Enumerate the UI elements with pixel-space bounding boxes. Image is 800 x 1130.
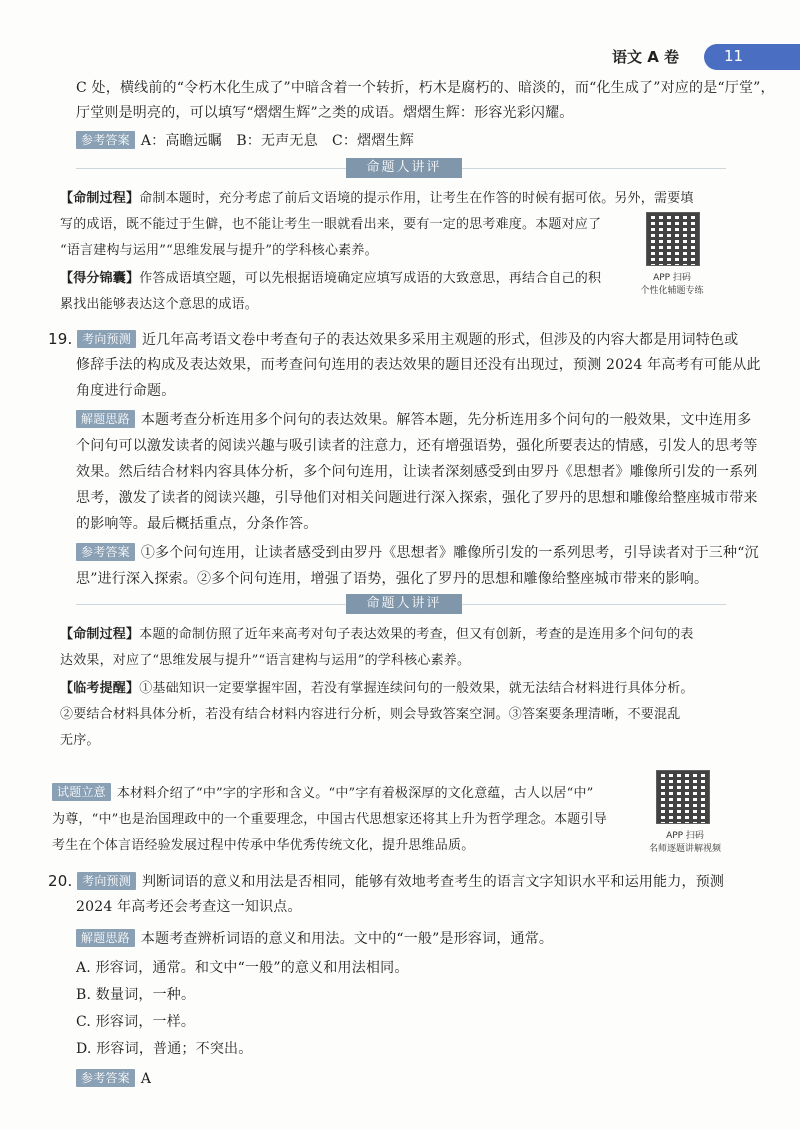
intent-line — [52, 781, 594, 806]
question-number: 19. — [48, 330, 73, 348]
tips-text: 作答成语填空题，可以先根据语境确定应填写成语的大致意思，再结合自己的积 — [139, 271, 602, 286]
answer-text: A：高瞻远瞩 B：无声无息 C：熠熠生辉 — [140, 133, 414, 149]
answer-line — [76, 541, 759, 566]
commentary-banner: 命题人讲评 — [346, 158, 462, 178]
commentary-line — [60, 186, 694, 211]
qr-code[interactable] — [646, 212, 700, 266]
paragraph-line: 厅堂则是明亮的，可以填写“熠熠生辉”之类的成语。熠熠生辉：形容光彩闪耀。 — [76, 105, 574, 121]
question-19-line — [48, 327, 738, 353]
commentary-line: 无序。 — [60, 733, 100, 748]
option-line: C. 形容词，一样。 — [76, 1014, 196, 1030]
answer-line — [76, 129, 414, 154]
predict-tag: 考向预测 — [77, 872, 136, 890]
paragraph-line: 效果。然后结合材料内容具体分析，多个问句连用，让读者深刻感受到由罗丹《思想者》雕像所引发的一系列 — [76, 464, 758, 480]
question-20-line — [48, 869, 724, 895]
answer-text: A — [140, 1071, 152, 1087]
process-text: 本题的命制仿照了近年来高考对句子表达效果的考查，但又有创新，考查的是连用多个问句的表 — [139, 627, 694, 642]
process-label: 【命制过程】 — [60, 191, 140, 206]
paragraph-line: 的影响等。最后概括重点，分条作答。 — [76, 516, 318, 532]
idea-tag: 解题思路 — [76, 410, 135, 428]
commentary-line: ②要结合材料具体分析，若没有结合材料内容进行分析，则会导致答案空洞。③答案要条理清晰，不要混乱 — [60, 707, 681, 722]
commentary-line — [60, 266, 601, 291]
page-header — [600, 44, 800, 72]
paragraph-line: 角度进行命题。 — [76, 383, 176, 399]
qr-caption-line: 名师逐题讲解视频 — [648, 844, 721, 854]
paragraph-line: 修辞手法的构成及表达效果，而考查问句连用的表达效果的题目还没有出现过，预测 2024 年高考有可能从此 — [76, 357, 761, 373]
answer-tag: 参考答案 — [76, 1069, 135, 1087]
commentary-line — [60, 676, 694, 701]
intent-line: 考生在个体言语经验发展过程中传承中华优秀传统文化，提升思维品质。 — [52, 838, 475, 853]
idea-text: 本题考查辨析词语的意义和用法。文中的“一般”是形容词，通常。 — [140, 931, 554, 947]
commentary-line — [60, 622, 694, 647]
option-line: A. 形容词，通常。和文中“一般”的意义和用法相同。 — [76, 960, 409, 976]
intent-text: 本材料介绍了“中”字的字形和含义。“中”字有着极深厚的文化意蕴，古人以居“中” — [116, 786, 594, 801]
qr-caption — [630, 830, 740, 856]
commentary-line: “语言建构与运用”“思维发展与提升”的学科核心素养。 — [60, 243, 378, 258]
tips-label: 【得分锦囊】 — [60, 271, 140, 286]
book-title: 语文 A 卷 — [612, 48, 680, 66]
commentary-line: 达效果，对应了“思维发展与提升”“语言建构与运用”的学科核心素养。 — [60, 653, 471, 668]
paragraph-line: 个问句可以激发读者的阅读兴趣与吸引读者的注意力，还有增强语势，强化所要表达的情感，引发人的思考等 — [76, 438, 758, 454]
qr-code[interactable] — [656, 770, 710, 824]
qr-caption-line: APP 扫码 — [666, 831, 704, 841]
page-number: 11 — [724, 47, 744, 65]
idea-line — [76, 408, 751, 433]
answer-text: ①多个问句连用，让读者感受到由罗丹《思想者》雕像所引发的一系列思考，引导读者对于三种“沉 — [140, 545, 759, 561]
answer-tag: 参考答案 — [76, 131, 135, 149]
predict-text: 近几年高考语文卷中考查句子的表达效果多采用主观题的形式，但涉及的内容大都是用词特色或 — [141, 332, 739, 348]
predict-text: 判断词语的意义和用法是否相同，能够有效地考查考生的语言文字知识水平和运用能力，预测 — [141, 874, 725, 890]
process-label: 【命制过程】 — [60, 627, 140, 642]
commentary-banner: 命题人讲评 — [346, 594, 462, 614]
qr-caption-line: APP 扫码 — [653, 273, 691, 283]
commentary-line: 写的成语，既不能过于生僻，也不能让考生一眼就看出来，要有一定的思考难度。本题对应了 — [60, 217, 602, 232]
idea-line — [76, 927, 553, 952]
option-line: B. 数量词，一种。 — [76, 987, 196, 1003]
page-number-tab — [704, 44, 800, 70]
process-text: 命制本题时，充分考虑了前后文语境的提示作用，让考生在作答的时候有据可依。另外，需要填 — [139, 191, 694, 206]
paragraph-line: 2024 年高考还会考查这一知识点。 — [76, 899, 302, 915]
question-number: 20. — [48, 872, 73, 890]
qr-caption — [620, 272, 724, 298]
paragraph-line: 思考，激发了读者的阅读兴趣，引导他们对相关问题进行深入探索，强化了罗丹的思想和雕像给整座城市带来 — [76, 490, 758, 506]
tips-text: ①基础知识一定要掌握牢固，若没有掌握连续问句的一般效果，就无法结合材料进行具体分析。 — [139, 681, 694, 696]
idea-tag: 解题思路 — [76, 929, 135, 947]
paragraph-line: 思”进行深入探索。②多个问句连用，增强了语势，强化了罗丹的思想和雕像给整座城市带来的影响。 — [76, 571, 709, 587]
idea-text: 本题考查分析连用多个问句的表达效果。解答本题，先分析连用多个问句的一般效果，文中连用多 — [140, 412, 752, 428]
tips-label: 【临考提醒】 — [60, 681, 140, 696]
qr-caption-line: 个性化辅题专练 — [640, 286, 704, 296]
intent-line: 为尊，“中”也是治国理政中的一个重要理念，中国古代思想家还将其上升为哲学理念。本题引导 — [52, 812, 607, 827]
answer-tag: 参考答案 — [76, 543, 135, 561]
answer-line — [76, 1067, 151, 1092]
option-line: D. 形容词，普通；不突出。 — [76, 1041, 253, 1057]
predict-tag: 考向预测 — [77, 330, 136, 348]
intent-tag: 试题立意 — [52, 783, 111, 801]
paragraph-line: C 处，横线前的“令朽木化生成了”中暗含着一个转折，朽木是腐朽的、暗淡的，而“化生成了”对应的是“厅堂”， — [76, 80, 775, 96]
commentary-line: 累找出能够表达这个意思的成语。 — [60, 297, 259, 312]
